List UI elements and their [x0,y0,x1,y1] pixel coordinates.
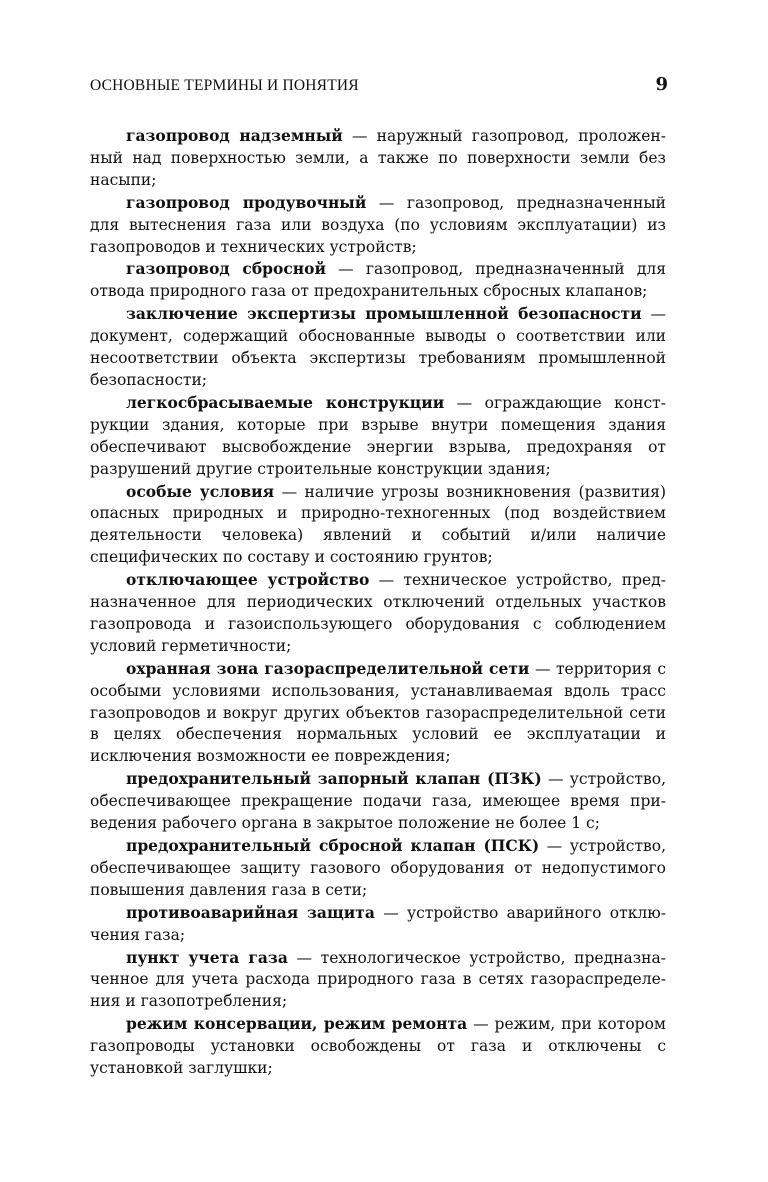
glossary-term: пункт учета газа [126,947,288,967]
glossary-entry [90,392,666,481]
glossary-definition: — устройство, обеспечивающее прекращение подачи газа, имеющее время приведения рабочего органа в закрытое положение не более 1 с; [90,770,666,833]
glossary-definition: — устройство, обеспечивающее защиту газового оборудования от недопустимого повышения давления газа в сети; [90,837,666,899]
glossary-definition: — наличие угрозы возникновения (развития) опасных природных и природно-техногенных (под воздействием деятельности человека) явлений и событий и/или наличие специфических по составу и состоянию грунтов; [90,482,666,567]
glossary-entry [90,569,666,658]
glossary-definition: — технологическое устройство, предназначенное для учета расхода природного газа в сетях газораспределения и газопотребления; [90,948,666,1011]
glossary-entry [90,658,666,769]
glossary-term: газопровод сбросной [126,259,326,279]
glossary-entry [90,125,666,192]
glossary-definition: — территория с особыми условиями использования, устанавливаемая вдоль трасс газопроводов и вокруг других объектов газораспределительной сети в целях обеспечения нормальных условий ее эксплуатации и исключения возможности ее повреждения; [90,659,666,766]
glossary-term: особые условия [126,481,275,501]
glossary-definition: — техническое устройство, предназначенное для периодических отключений отдельных участков газопровода и газоиспользующего оборудования с соблюдением условий герметичности; [90,571,667,655]
glossary-definition: — устройство аварийного отключения газа; [90,903,666,944]
chapter-title: ОСНОВНЫЕ ТЕРМИНЫ И ПОНЯТИЯ [90,77,359,94]
glossary-term: отключающее устройство [126,570,370,590]
running-header [90,74,668,95]
glossary-entry [90,902,666,947]
glossary-term: режим консервации, режим ремонта [126,1014,468,1034]
glossary-term: охранная зона газораспределительной сети [126,658,530,678]
glossary-term: газопровод надземный [126,126,343,145]
glossary-entry [90,1013,666,1080]
glossary-entry [90,481,666,570]
glossary-definition: — наружный газопровод, проложенный над поверхностью земли, а также по поверхности земли без насыпи; [90,127,666,189]
glossary-body [90,125,666,1080]
glossary-entry [90,947,666,1014]
glossary-term: предохранительный запорный клапан (ПЗК) [126,769,542,789]
glossary-entry [90,303,666,392]
glossary-definition: — ограждающие конструкции здания, которые при взрыве внутри помещения здания обеспечивают высвобождение энергии взрыва, предохраняя от разрушений другие строительные конструкции здания; [90,393,666,478]
glossary-term: предохранительный сбросной клапан (ПСК) [126,836,540,855]
glossary-definition: — документ, содержащий обоснованные выводы о соответствии или несоответствии объекта экспертизы требованиям промышленной безопасности; [90,305,666,389]
glossary-term: газопровод продувочный [126,192,367,212]
glossary-entry [90,835,666,902]
glossary-term: заключение экспертизы промышленной безопасности [126,304,642,324]
glossary-entry [90,258,666,303]
glossary-definition: — режим, при котором газопроводы установки освобождены от газа и отключены с установкой заглушки; [90,1015,666,1078]
glossary-term: легкосбрасываемые конструкции [126,392,445,412]
glossary-definition: — газопровод, предназначенный для отвода природного газа от предохранительных сбросных клапанов; [90,260,666,301]
glossary-term: противоаварийная защита [126,902,375,922]
glossary-entry [90,768,666,835]
page-number: 9 [655,74,668,95]
glossary-definition: — газопровод, предназначенный для вытеснения газа или воздуха (по условиям эксплуатации) из газопроводов и технических устройств; [90,193,666,256]
glossary-entry [90,192,666,259]
